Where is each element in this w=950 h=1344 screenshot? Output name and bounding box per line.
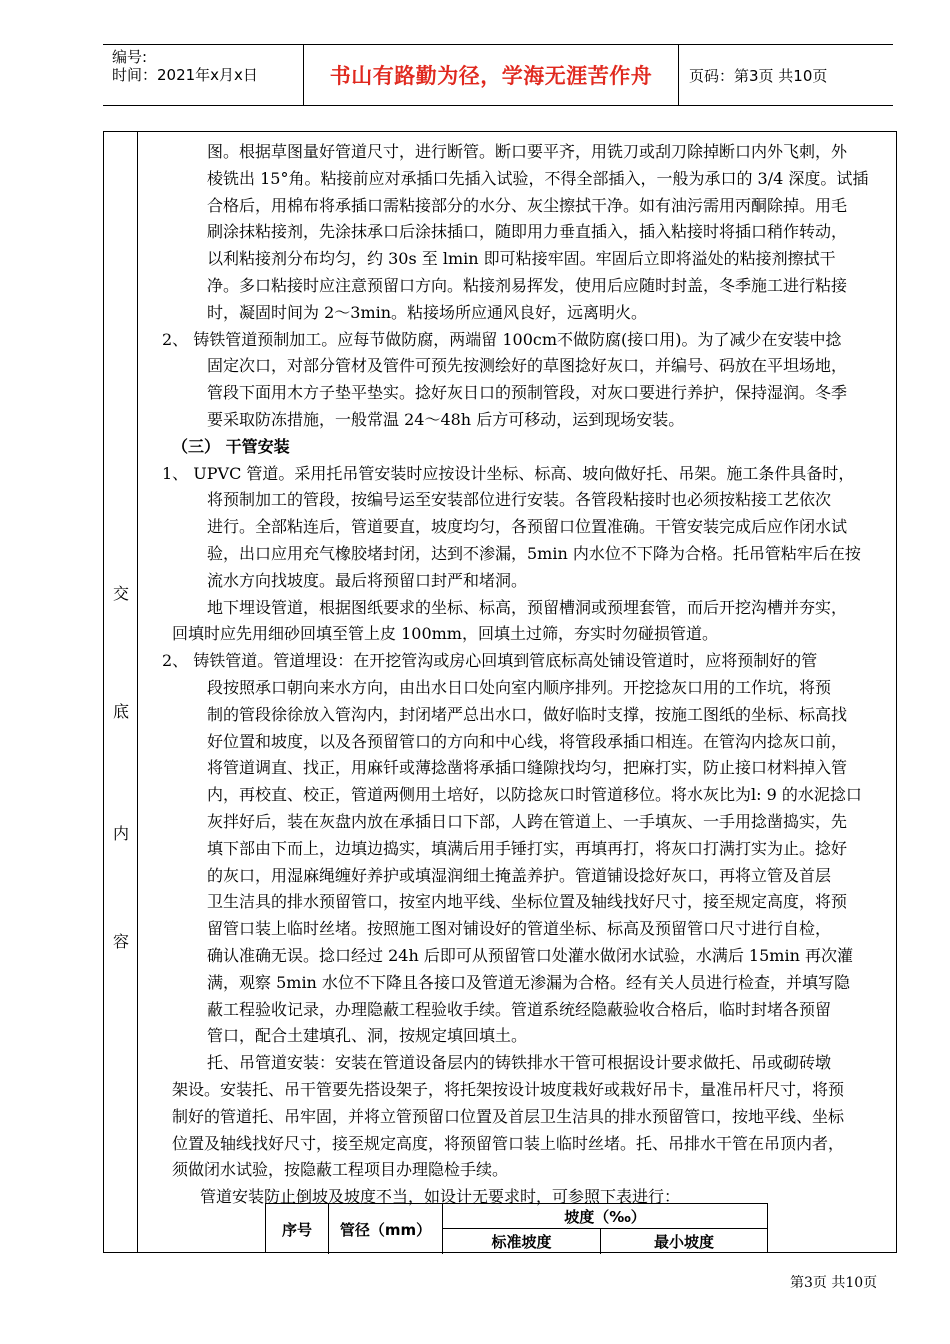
paragraph-line: 将管道调直、找正，用麻钎或薄捻凿将承插口缝隙找均匀，把麻打实，防止接口材料掉入管 [207,758,848,778]
disclosure-content [146,132,890,1252]
paragraph-line: 段按照承口朝向来水方向，由出水日口处向室内顺序排列。开挖捻灰口用的工作坑，将预 [207,678,832,697]
paragraph-line: 灰拌好后，装在灰盘内放在承插日口下部，人跨在管道上、一手填灰、一手用捻凿捣实，先 [207,812,848,831]
table-header-standard-slope: 标准坡度 [443,1229,601,1254]
paragraph-line: 好位置和坡度，以及各预留管口的方向和中心线，将管段承插口相连。在管沟内捻灰口前， [207,731,848,751]
paragraph-line: 管段下面用木方子垫平垫实。捻好灰日口的预制管段，对灰口要进行养护，保持湿润。冬季 [207,383,848,403]
slope-table [265,1203,768,1253]
paragraph-line: 管道安装防止倒坡及坡度不当，如设计无要求时，可参照下表进行： [200,1187,681,1207]
paragraph-line: 验，出口应用充气橡胶堵封闭，达到不渗漏，5min 内水位不下降为合格。托吊管粘牢后在按 [207,544,861,563]
table-header-index: 序号 [266,1204,329,1254]
paragraph-line: 地下埋设管道，根据图纸要求的坐标、标高，预留槽洞或预埋套管，而后开挖沟槽并夯实， [207,597,848,617]
paragraph-line: 要采取防冻措施，一般常温 24～48h 后方可移动，运到现场安装。 [207,410,685,429]
header-page-number: 页码：第3页 共10页 [689,66,828,85]
page-header [103,44,893,106]
paragraph-line: 2、 铸铁管道。管道埋设：在开挖管沟或房心回填到管底标高处铺设管道时，应将预制好的管 [162,651,818,671]
paragraph-line: 确认准确无误。捻口经过 24h 后即可从预留管口处灌水做闭水试验，水满后 15min 再次灌 [207,946,853,965]
paragraph-line: 净。多口粘接时应注意预留口方向。粘接剂易挥发，使用后应随时封盖，冬季施工进行粘接 [207,276,848,295]
paragraph-line: 固定次口，对部分管材及管件可预先按测绘好的草图捻好灰口，并编号、码放在平坦场地， [207,356,848,376]
doc-number-label: 编号: [112,48,148,66]
paragraph-line: 填下部由下而上，边填边捣实，填满后用手锤打实，再填再打，将灰口打满打实为止。捻好 [207,838,848,858]
paragraph-line: 留管口装上临时丝堵。按照施工图对铺设好的管道坐标、标高及预留管口尺寸进行自检， [207,919,832,939]
paragraph-line: 托、吊管道安装：安装在管道设备层内的铸铁排水干管可根据设计要求做托、吊或砌砖墩 [207,1053,832,1073]
paragraph-line: 时，凝固时间为 2～3min。粘接场所应通风良好，远离明火。 [207,302,648,322]
paragraph-line: 合格后，用棉布将承插口需粘接部分的水分、灰尘擦拭干净。如有油污需用丙酮除掉。用毛 [207,195,848,215]
paragraph-line: 流水方向找坡度。最后将预留口封严和堵洞。 [207,570,528,590]
paragraph-line: 2、 铸铁管道预制加工。应每节做防腐，两端留 100cm不做防腐(接口用)。为了减少在安装中捻 [162,329,842,349]
section-label-char: 底 [112,702,129,721]
paragraph-line: 1、 UPVC 管道。采用托吊管安装时应按设计坐标、标高、坡向做好托、吊架。施工条件具备时， [162,463,855,483]
paragraph-line: 须做闭水试验，按隐蔽工程项目办理隐检手续。 [172,1160,509,1180]
paragraph-line: 将预制加工的管段，按编号运至安装部位进行安装。各管段粘接时也必须按粘接工艺依次 [207,490,832,510]
paragraph-line: 架设。安装托、吊干管要先搭设架子，将托架按设计坡度栽好或栽好吊卡，量准吊杆尺寸，将预 [172,1080,845,1099]
paragraph-line: 制好的管道托、吊牢固，并将立管预留口位置及首层卫生洁具的排水预留管口，按地平线、坐标 [172,1106,845,1126]
section-heading: （三） 干管安装 [172,436,290,456]
paragraph-line: 内，再校直、校正，管道两侧用土培好，以防捻灰口时管道移位。将水灰比为l: 9 的水泥捻口 [207,785,862,805]
section-label-char: 内 [112,824,129,843]
paragraph-line: 的灰口，用湿麻绳缠好养护或填湿润细土掩盖养护。管道铺设捻好灰口，再将立管及首层 [207,865,832,885]
paragraph-line: 回填时应先用细砂回填至管上皮 100mm，回填土过筛，夯实时勿碰损管道。 [172,624,718,644]
paragraph-line: 进行。全部粘连后，管道要直，坡度均匀，各预留口位置准确。干管安装完成后应作闭水试 [207,517,848,537]
paragraph-line: 蔽工程验收记录，办理隐蔽工程验收手续。管道系统经隐蔽验收合格后，临时封堵各预留 [207,999,832,1019]
header-motto: 书山有路勤为径，学海无涯苦作舟 [303,45,679,105]
paragraph-line: 位置及轴线找好尺寸，接至规定高度，将预留管口装上临时丝堵。托、吊排水干管在吊顶内者， [172,1133,845,1153]
table-header-diameter: 管径（mm） [329,1204,443,1254]
header-meta [103,45,303,105]
section-label-column [104,132,138,1252]
paragraph-line: 以利粘接剂分布均匀，约 30s 至 lmin 即可粘接牢固。牢固后立即将溢处的粘接剂擦拭干 [207,249,836,269]
content-frame [103,131,897,1253]
section-label-char: 交 [112,584,129,603]
paragraph-line: 刷涂抹粘接剂，先涂抹承口后涂抹插口，随即用力垂直插入，插入粘接时将插口稍作转动， [207,222,848,242]
doc-date-label: 时间：2021年x月x日 [112,66,258,84]
paragraph-line: 图。根据草图量好管道尺寸，进行断管。断口要平齐，用铣刀或刮刀除掉断口内外飞刺，外 [207,142,848,161]
section-label-char: 容 [112,932,129,951]
paragraph-line: 管口，配合土建填孔、洞，按规定填回填土。 [207,1026,528,1046]
paragraph-line: 制的管段徐徐放入管沟内，封闭堵严总出水口，做好临时支撑，按施工图纸的坐标、标高找 [207,704,848,724]
paragraph-line: 卫生洁具的排水预留管口，按室内地平线、坐标位置及轴线找好尺寸，接至规定高度，将预 [207,892,848,912]
page-footer: 第3页 共10页 [790,1275,878,1291]
paragraph-line: 棱铣出 15°角。粘接前应对承插口先插入试验，不得全部插入，一般为承口的 3/4 深度。试插 [207,168,869,188]
paragraph-line: 满，观察 5min 水位不下降且各接口及管道无渗漏为合格。经有关人员进行检查，并填写隐 [207,972,850,992]
table-header-min-slope: 最小坡度 [653,1233,714,1251]
table-header-slope: 坡度（‰） [443,1204,767,1229]
